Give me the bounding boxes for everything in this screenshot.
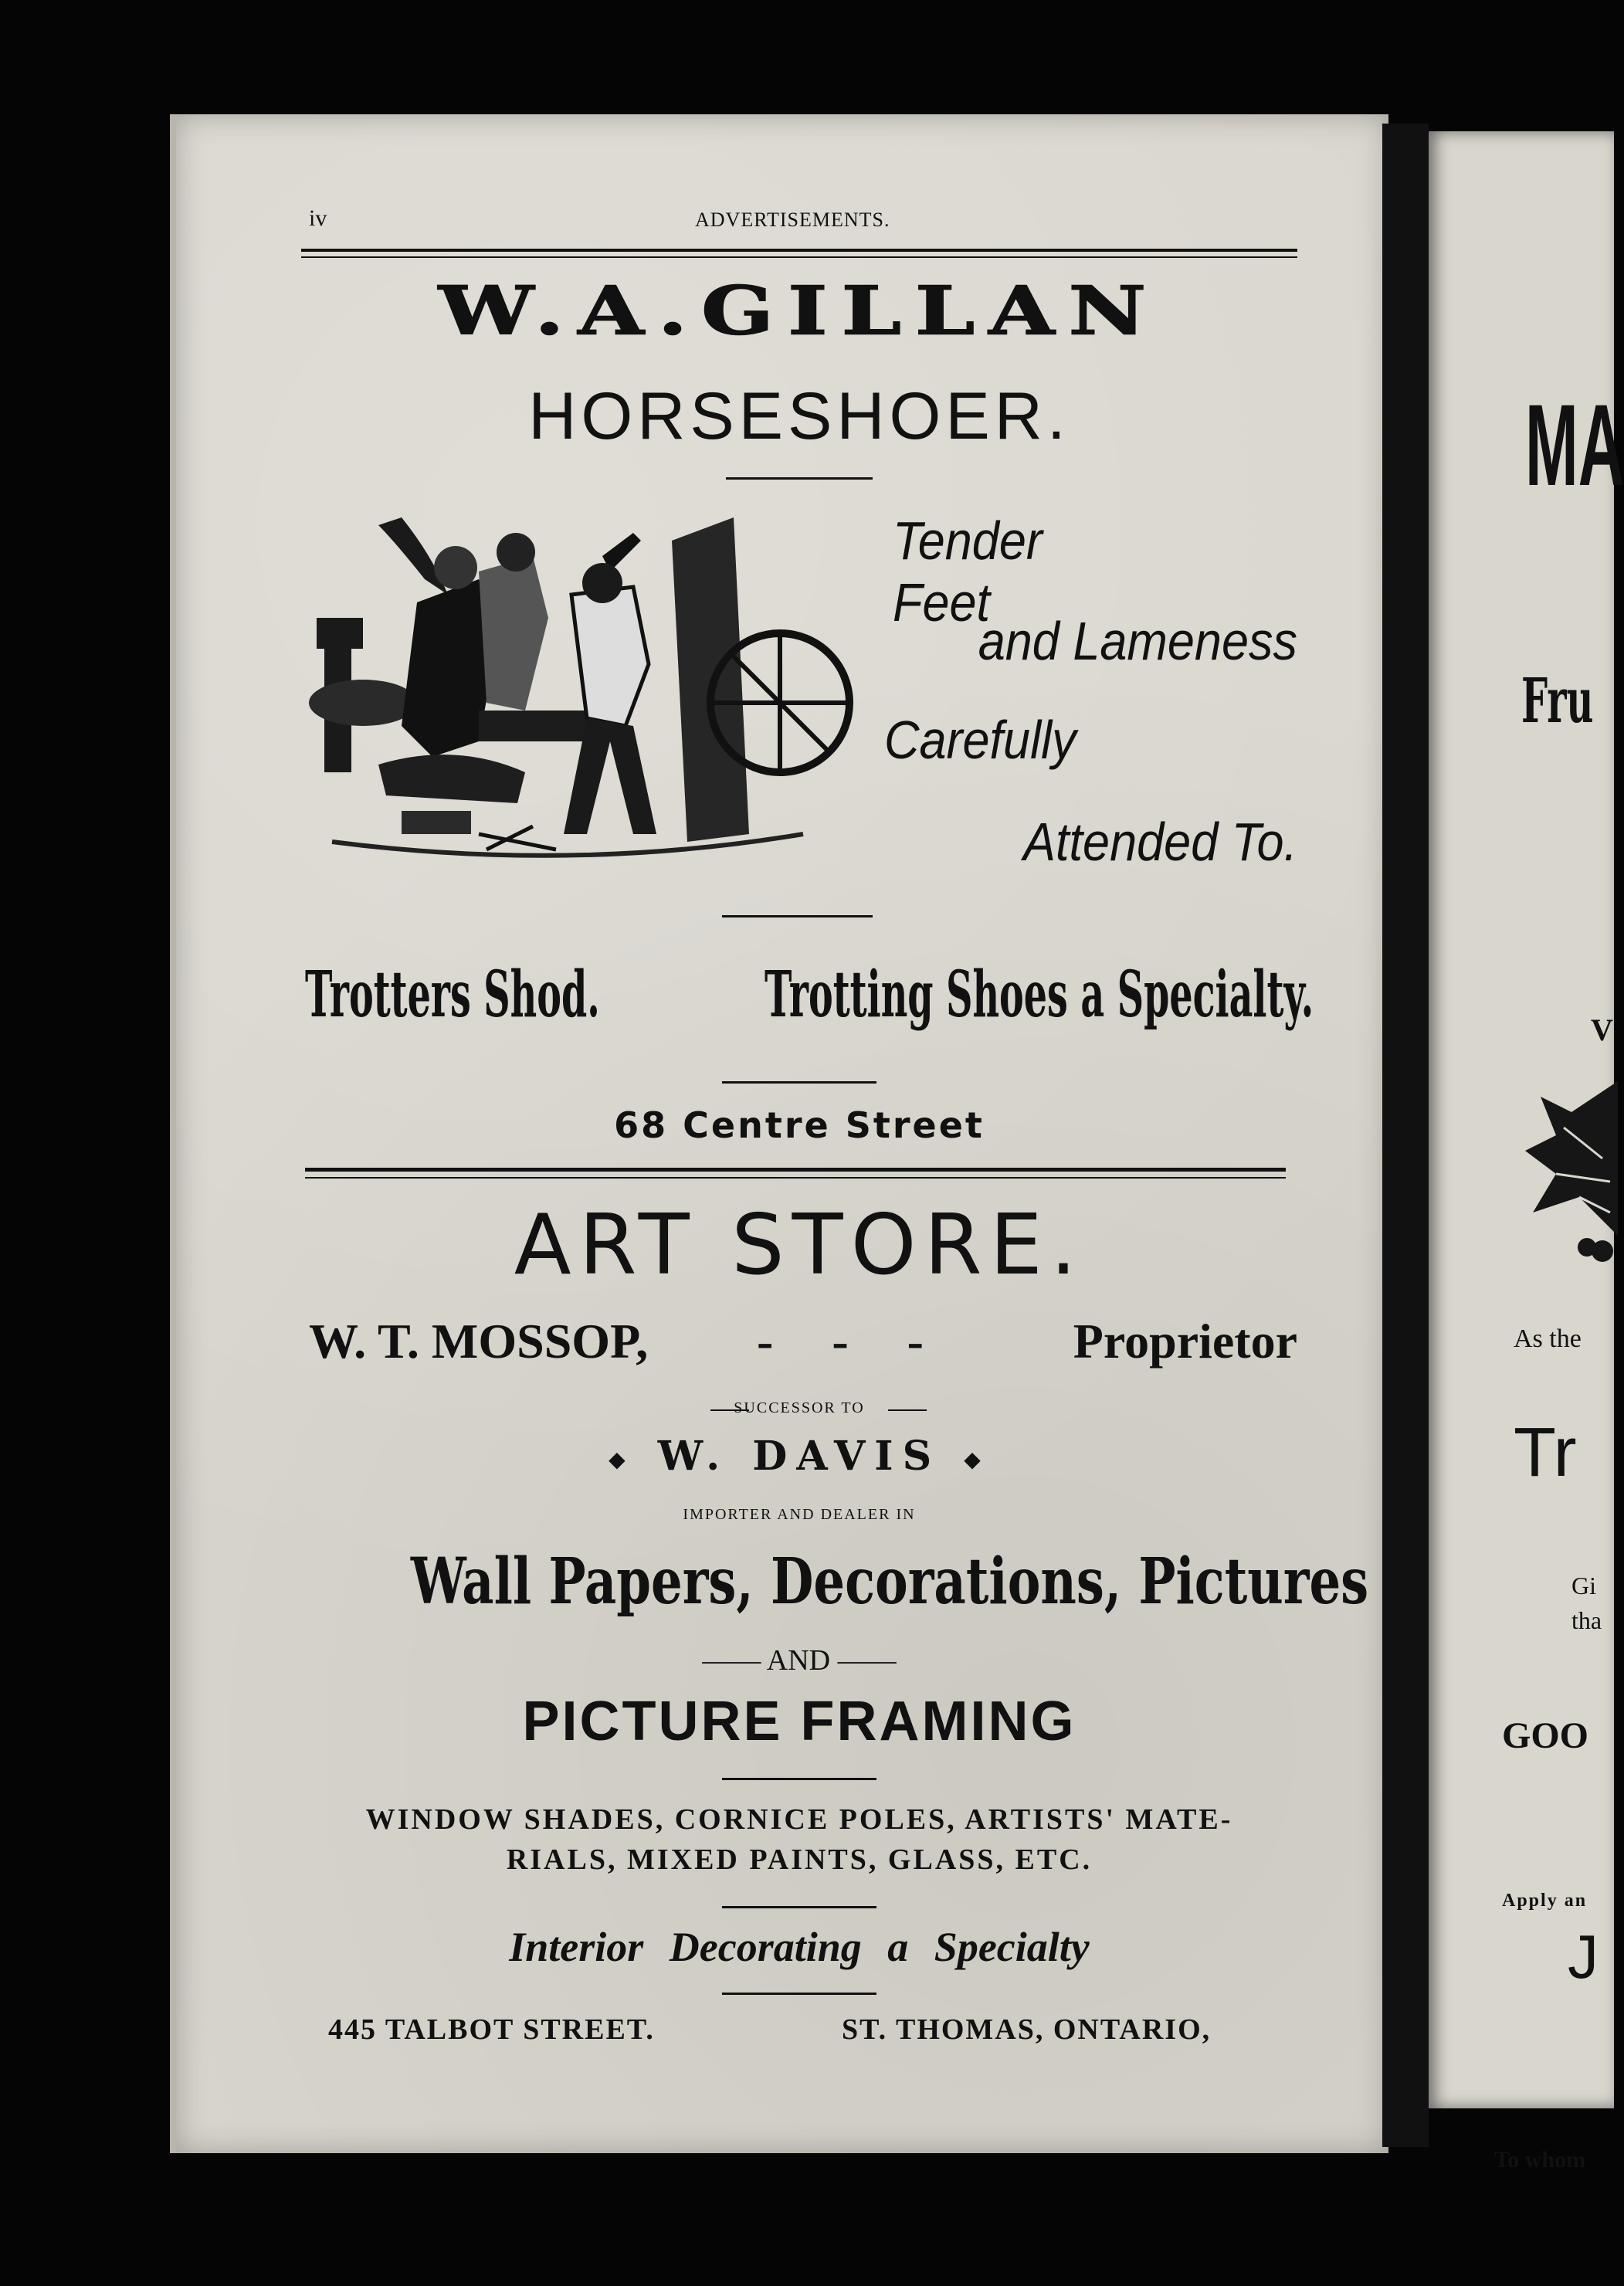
right-fragment-tha: tha: [1571, 1606, 1602, 1634]
gillan-divider-3: [722, 1081, 876, 1084]
goods-line: Wall Papers, Decorations, Pictures: [410, 1545, 1369, 1619]
street-address: 445 TALBOT STREET.: [328, 2013, 655, 2046]
gillan-trade: HORSESHOER.: [528, 379, 1070, 453]
specialty-line: Interior Decorating a Specialty: [509, 1924, 1090, 1970]
gillan-divider-1: [726, 477, 873, 480]
section-rule-bottom: [305, 1177, 1286, 1179]
right-page: [1429, 131, 1624, 2172]
framing-rule: [722, 1778, 876, 1780]
successor-rule-right: [888, 1409, 927, 1411]
tagline-line-1: Tender Feet: [893, 510, 1043, 633]
and-label: AND: [766, 1644, 831, 1677]
right-fragment-as-the: As the: [1514, 1324, 1582, 1353]
proprietor-name: W. T. MOSSOP,: [309, 1314, 649, 1369]
predecessor-name: [301, 1433, 1297, 1480]
header-rule-bottom: [301, 256, 1297, 258]
services-right: Trotting Shoes a Specialty.: [765, 958, 1314, 1032]
materials-line-1: WINDOW SHADES, CORNICE POLES, ARTISTS' MATE-: [365, 1803, 1233, 1836]
proprietor-dashes: - - -: [757, 1314, 947, 1369]
diamond-right-icon: ◆: [964, 1447, 990, 1472]
picture-framing: PICTURE FRAMING: [522, 1691, 1076, 1752]
and-line: [301, 1643, 1297, 1677]
proprietor-label: Proprietor: [1073, 1314, 1297, 1369]
book-gutter: [1382, 124, 1429, 2147]
gillan-name: W.A.GILLAN: [438, 272, 1161, 350]
gillan-address: 68 Centre Street: [614, 1104, 985, 1146]
predecessor-text: W. DAVIS: [657, 1433, 941, 1480]
right-fragment-goo: GOO: [1502, 1715, 1589, 1756]
city-address: ST. THOMAS, ONTARIO,: [842, 2013, 1212, 2046]
gillan-divider-2: [722, 915, 873, 917]
page-number: iv: [309, 205, 327, 231]
right-fragment-v: V: [1591, 1012, 1613, 1047]
successor-label: SUCCESSOR TO: [734, 1399, 865, 1416]
tagline-line-4: Attended To.: [1023, 812, 1297, 872]
diamond-left-icon: ◆: [609, 1447, 635, 1472]
specialty-rule: [722, 1993, 876, 1995]
right-fragment-to-whom: To whom: [1494, 2147, 1586, 2172]
right-fragment-tr: Tr: [1514, 1414, 1577, 1491]
importer-label: IMPORTER AND DEALER IN: [683, 1506, 916, 1523]
materials-rule: [722, 1906, 876, 1908]
and-dash-left: ——: [702, 1644, 761, 1677]
right-fragment-j: J: [1568, 1922, 1599, 1991]
materials-line-2: RIALS, MIXED PAINTS, GLASS, ETC.: [506, 1843, 1093, 1876]
art-store-title: ART STORE.: [514, 1197, 1085, 1294]
right-fragment-apply: Apply an: [1502, 1891, 1588, 1911]
header-rule-top: [301, 249, 1297, 252]
right-fragment-fru: Fru: [1521, 664, 1594, 737]
section-title: ADVERTISEMENTS.: [695, 209, 890, 231]
and-dash-right: ——: [837, 1644, 897, 1677]
services-left: Trotters Shod.: [305, 958, 600, 1032]
right-fragment-gi: Gi: [1571, 1572, 1596, 1599]
materials-text: [301, 1799, 1297, 1880]
section-rule-top: [305, 1168, 1286, 1172]
right-fragment-ma: MA: [1525, 380, 1624, 510]
grape-leaf-icon: [1517, 1066, 1618, 1282]
tagline-line-2: and Lameness: [978, 611, 1297, 671]
blacksmith-engraving-image: [301, 510, 842, 880]
tagline-line-3: Carefully: [884, 710, 1076, 770]
